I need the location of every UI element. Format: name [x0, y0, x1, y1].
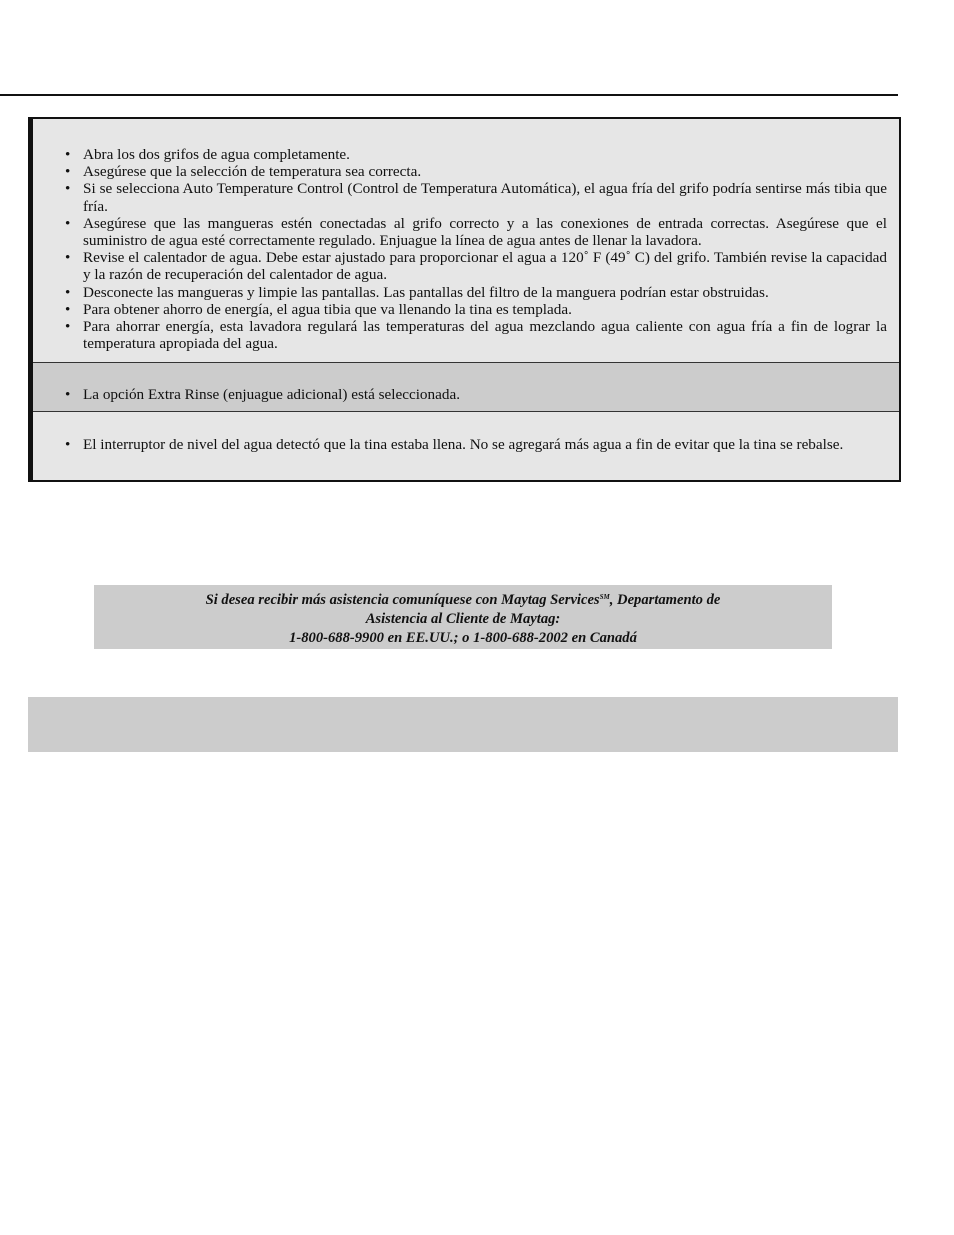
list-item: • La opción Extra Rinse (enjuague adicional) está seleccionada. — [65, 386, 887, 403]
list-item: • Desconecte las mangueras y limpie las pantallas. Las pantallas del filtro de la manguera podrían estar obstruidas. — [65, 284, 887, 301]
help-phone-numbers: 1-800-688-9900 en EE.UU.; o 1-800-688-2002 en Canadá — [289, 630, 637, 646]
help-contact-box — [94, 585, 832, 649]
table-section-water-level — [33, 412, 899, 480]
list-item: • Asegúrese que la selección de temperatura sea correcta. — [65, 163, 887, 180]
top-rule — [0, 94, 898, 96]
troubleshooting-table — [28, 117, 901, 482]
table-section-water-temperature — [33, 119, 899, 362]
list-item: • Para obtener ahorro de energía, el agua tibia que va llenando la tina es templada. — [65, 301, 887, 318]
list-item: • Si se selecciona Auto Temperature Control (Control de Temperatura Automática), el agua fría del grifo podría sentirse más tibia que fría. — [65, 180, 887, 214]
list-item: • Revise el calentador de agua. Debe estar ajustado para proporcionar el agua a 120˚ F (49˚ C) del grifo. También revise la capacidad y la razón de recuperación del calentador de agua. — [65, 249, 887, 283]
footer-band — [28, 697, 898, 752]
help-line-1 — [94, 588, 832, 610]
solution-list — [65, 146, 887, 352]
list-item: • Asegúrese que las mangueras estén conectadas al grifo correcto y a las conexiones de entrada correctas. Asegúrese que el suministro de agua esté correctamente regulado. Enjuague la línea de agua antes de llenar la lavadora. — [65, 215, 887, 249]
help-line-2: Asistencia al Cliente de Maytag: — [365, 611, 561, 627]
table-section-extra-rinse — [33, 362, 899, 412]
service-mark: SM — [599, 593, 610, 601]
help-line-1-tail: , Departamento de — [609, 592, 721, 608]
list-item: • Para ahorrar energía, esta lavadora regulará las temperaturas del agua mezclando agua caliente con agua fría a fin de lograr la temperatura apropiada del agua. — [65, 318, 887, 352]
help-line-1-text: Si desea recibir más asistencia comuníquese con Maytag Services — [205, 592, 600, 608]
solution-list — [65, 386, 887, 403]
list-item: • Abra los dos grifos de agua completamente. — [65, 146, 887, 163]
solution-list — [65, 436, 887, 453]
list-item: • El interruptor de nivel del agua detectó que la tina estaba llena. No se agregará más agua a fin de evitar que la tina se rebalse. — [65, 436, 887, 453]
